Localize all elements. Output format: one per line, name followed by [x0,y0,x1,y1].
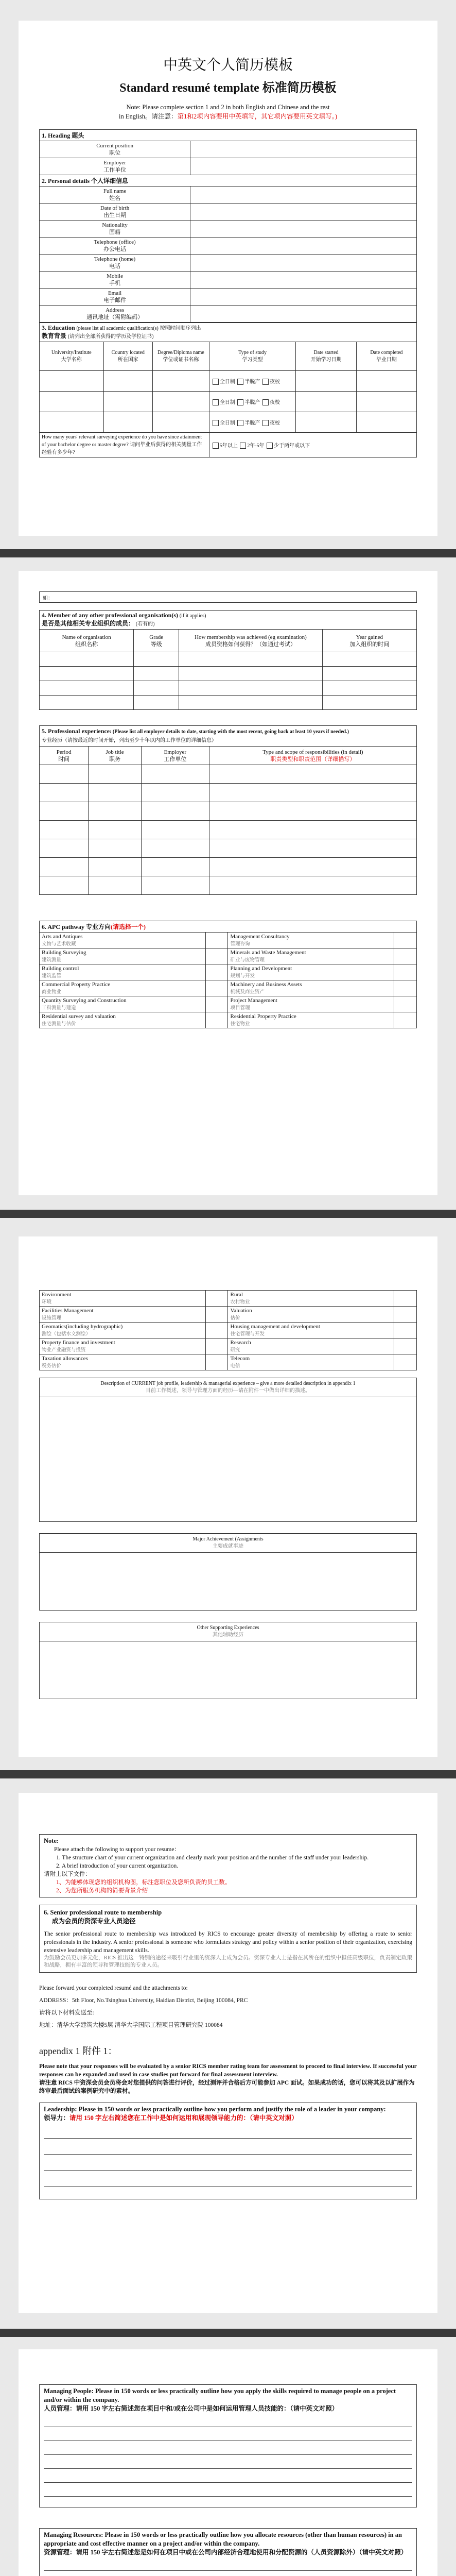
section-1-table [39,129,417,323]
col-org-name: Name of organisation 组织名称 [40,630,134,652]
apc-checkbox[interactable] [205,1291,228,1307]
section-1-heading: 1. Heading 题头 [40,130,417,141]
section-4-heading: 4. Member of any other professional organisation(s) (if it applies) 是否是其他相关专业组织的成员： (若有的) [40,611,417,630]
employer-field[interactable] [190,158,417,175]
current-role-box[interactable]: Description of CURRENT job profile, leadership & managerial experience – give a more detailed description in appendix 1 目前工作概述，领导与管理方面的经历—请在附件一中做出详细的描述。 [39,1378,417,1522]
membership-row [40,696,417,710]
col-country: Country located 所在国家 [103,342,152,371]
col-date-started: Date started 开始学习日期 [296,342,356,371]
education-row [40,412,417,433]
education-row [40,371,417,392]
col-study-type: Type of study 学习类型 [209,342,296,371]
leadership-box[interactable]: Leadership: Please in 150 words or less practically outline how you perform and justify the role of a leader in your company: 领导力：请用 150 字左右简述您在工作中是如何运用和展现领导能力的：（请中英文对照） [39,2103,417,2199]
col-date-completed: Date completed 毕业日期 [356,342,416,371]
other-experience-box[interactable]: Other Supporting Experiences 其他辅助经历 [39,1622,417,1699]
full-name-field[interactable] [190,187,417,204]
apc-checkbox[interactable] [205,1354,228,1370]
col-degree: Degree/Diploma name 学位或证书名称 [152,342,209,371]
attachments-note: Note: Please attach the following to support your resume： 1. The structure chart of your current organization and clearly mark your position and the number of the staff under your leadership. 2. A brief introduction of your current organization. 请附上以下文件： 1、为能够体现您的组织机构图，标注您职位及您所负责的员工数。 2、为您所服务机构的简要背景介绍 [39,1834,417,1897]
apc-checkbox[interactable] [394,1012,417,1028]
tel-office-field[interactable] [190,238,417,255]
section-2-heading: 2. Personal details 个人详细信息 [40,175,417,187]
email-field[interactable] [190,289,417,306]
col-year-gained: Year gained 加入组织的时间 [322,630,416,652]
apc-pathway-table-cont: Environment 环境 Rural 农村物业 Facilities Management 设施管理 Valuation 估价 Geomatics(including hydrographic) 测绘（包括水文测绘） Housing management and development 住宅管理与开发 Property finance and investment 物业产业融资与投资 Research 研究 Taxation allowances 税务估价 Telecom 电信 [39,1290,417,1370]
col-employer: Employer 工作单位 [141,747,209,765]
experience-row [40,784,417,802]
address-label: Address 通讯地址（需附编码） [40,306,190,323]
appendix-title: appendix 1 附件 1： [39,2046,117,2056]
email-label: Email 电子邮件 [40,289,190,306]
senior-route-box: 6. Senior professional route to membership 成为会员的资深专业人员途径 The senior professional route to membership was introduced by RICS to encourage greater diversity of membership by offering a route to senior professionals in the industry. A senior professional is someone who formulates strategy and policy within a senior position of their organization, exercising extensive leadership and management skills. 为鼓励会员更加多元化，RICS 推出这一特别的途径来吸引行业里的资深人士成为会员。资深专业人士是指在其所在的组织中担任高级职位，负责制定政策和战略，拥有丰富的领导和管理技能的专业人员。 [39,1905,417,1973]
note: Note: Please complete section 1 and 2 in both English and Chinese and the rest in English。请注意：第1和2项内容要用中英填写，其它项内容要用英文填写。) [119,104,337,120]
apc-checkbox[interactable] [394,1323,417,1338]
col-job-title: Job title 职务 [89,747,142,765]
study-type-options[interactable]: 全日制 半脱产 夜校 [209,392,296,412]
col-university: University/Institute 大学名称 [40,342,104,371]
page-3 [19,1236,437,1757]
study-type-options[interactable]: 全日制 半脱产 夜校 [209,412,296,433]
apc-checkbox[interactable] [394,1307,417,1323]
address-field[interactable] [190,306,417,323]
mobile-label: Mobile 手机 [40,272,190,289]
page-separator [0,549,456,557]
achievements-box[interactable]: Major Achievement (Assignments 主要成就事迹 [39,1533,417,1611]
forward-info: Please forward your completed resumé and the attachments to: ADDRESS：5th Floor, No.Tsinghua University, Haidian District, Beijing 100084, PRC 请将以下材料发送至: 地址：清华大学建筑大楼5层 清华大学国际工程项目管理研究院 100084 [39,1985,248,2028]
apc-checkbox[interactable] [205,933,228,948]
experience-row [40,802,417,821]
survey-options[interactable]: 5年以上 2年-5年 少于两年或以下 [209,433,416,457]
page-separator [0,1770,456,1778]
apc-checkbox[interactable] [205,964,228,980]
apc-checkbox[interactable] [205,1338,228,1354]
title-en: Standard resumé template 标准简历模板 [119,81,337,95]
apc-checkbox[interactable] [394,1291,417,1307]
dots-note: 如： [39,591,417,603]
page-separator [0,1210,456,1218]
survey-question: How many years' relevant surveying experience do you have since attainment of your bachelor degree or master degree? 请问毕业后获得的相关测量工作经验有多少年? [40,433,209,457]
apc-checkbox[interactable] [205,1307,228,1323]
title-cn: 中英文个人简历模板 [163,57,293,73]
managing-resources-box[interactable]: Managing Resources: Please in 150 words or less practically outline how you allocate resources (other than human resources) in an appropriate and cost effective manner on a project and/or within the company. 资源管理：请用 150 字左右简述您是如何在项目中或在公司内部经济合理地使用和分配资源的（人员资源除外）（请中英文对照） [39,2528,417,2576]
membership-row [40,652,417,667]
mobile-field[interactable] [190,272,417,289]
section-6-heading: 6. APC pathway 专业方向(请选择一个) [40,921,417,933]
apc-checkbox[interactable] [394,996,417,1012]
col-period: Period 时间 [40,747,89,765]
apc-checkbox[interactable] [205,996,228,1012]
apc-checkbox[interactable] [394,1338,417,1354]
apc-checkbox[interactable] [394,933,417,948]
col-grade: Grade 等级 [134,630,179,652]
experience-row [40,858,417,876]
page-4 [19,1793,437,2313]
full-name-label: Full name 姓名 [40,187,190,204]
col-responsibilities: Type and scope of responsibilities (in detail) 职责类型和职责范围（详细描写） [209,747,416,765]
apc-checkbox[interactable] [205,980,228,996]
education-row [40,392,417,412]
employer-label: Employer 工作单位 [40,158,190,175]
study-type-options[interactable]: 全日制 半脱产 夜校 [209,371,296,392]
page-separator [0,2329,456,2337]
apc-pathway-table: 6. APC pathway 专业方向(请选择一个) Arts and Antiques 文物与艺术收藏 Management Consultancy 管理咨询 Building Surveying 建筑测量 Minerals and Waste Management 矿业与废物管理 Building control 建筑监管 Planning and Development 规划与开发 Commercial Property Practice 商业物业 Machinery and Business Assets 机械及商业资产 Quantity Surveying and Construction 工料测量与建造 Project Management 项目管理 Residential survey and valuation 住宅测量与估价 Residential Property Practice 住宅物业 [39,921,417,1028]
membership-row [40,667,417,681]
membership-row [40,681,417,696]
current-position-label: Current position 职位 [40,141,190,158]
section-3-heading: 3. Education (please list all academic qualification(s) 按照时间顺序列出 教育背景 (请列出全部所获得的学历及学位证书) [40,323,417,342]
apc-checkbox[interactable] [394,964,417,980]
tel-home-field[interactable] [190,255,417,272]
experience-row [40,765,417,784]
education-table [39,323,417,457]
tel-office-label: Telephone (office) 办公电话 [40,238,190,255]
nationality-label: Nationality 国籍 [40,221,190,238]
experience-row [40,876,417,895]
apc-checkbox[interactable] [205,1323,228,1338]
apc-checkbox[interactable] [394,1354,417,1370]
managing-people-box[interactable]: Managing People: Please in 150 words or less practically outline how you apply the skills required to manage people on a project and/or within the company. 人员管理：请用 150 字左右简述您在项目中和/或在公司中是如何运用管理人员技能的：（请中英文对照） [39,2384,417,2507]
page-5 [19,2349,437,2576]
experience-row [40,821,417,839]
page-2 [19,571,437,1195]
dob-field[interactable] [190,204,417,221]
apc-checkbox[interactable] [394,980,417,996]
experience-table [39,725,417,895]
appendix-note: Please note that your responses will be evaluated by a senior RICS member rating team for assessment to proceed to final interview. If successful your responses can be expanded and used in case studies put forward for final assessment interview. 请注意 RICS 中资深会员会员将会对您提供的问答进行评价，经过测评并合格后方可能参加 APC 面试。如果成功的话，您可以将其及以扩展作为终审最后面试的案例研究中的素材。 [39,2063,417,2094]
experience-row [40,839,417,858]
section-5-heading: 5. Professional experience: (Please list all employer details to date, starting with the most recent, going back at least 10 years if needed.) 专业经历（请按最近的时间开始，列出至少十年以内的工作单位的详细信息） [40,726,417,747]
membership-table [39,610,417,710]
apc-checkbox[interactable] [394,948,417,964]
apc-checkbox[interactable] [205,1012,228,1028]
col-how-achieved: How membership was achieved (eg examination) 成员资格如何获得？（如通过考试） [179,630,323,652]
nationality-field[interactable] [190,221,417,238]
tel-home-label: Telephone (home) 电话 [40,255,190,272]
page-1 [19,21,437,536]
apc-checkbox[interactable] [205,948,228,964]
dob-label: Date of birth 出生日期 [40,204,190,221]
current-position-field[interactable] [190,141,417,158]
